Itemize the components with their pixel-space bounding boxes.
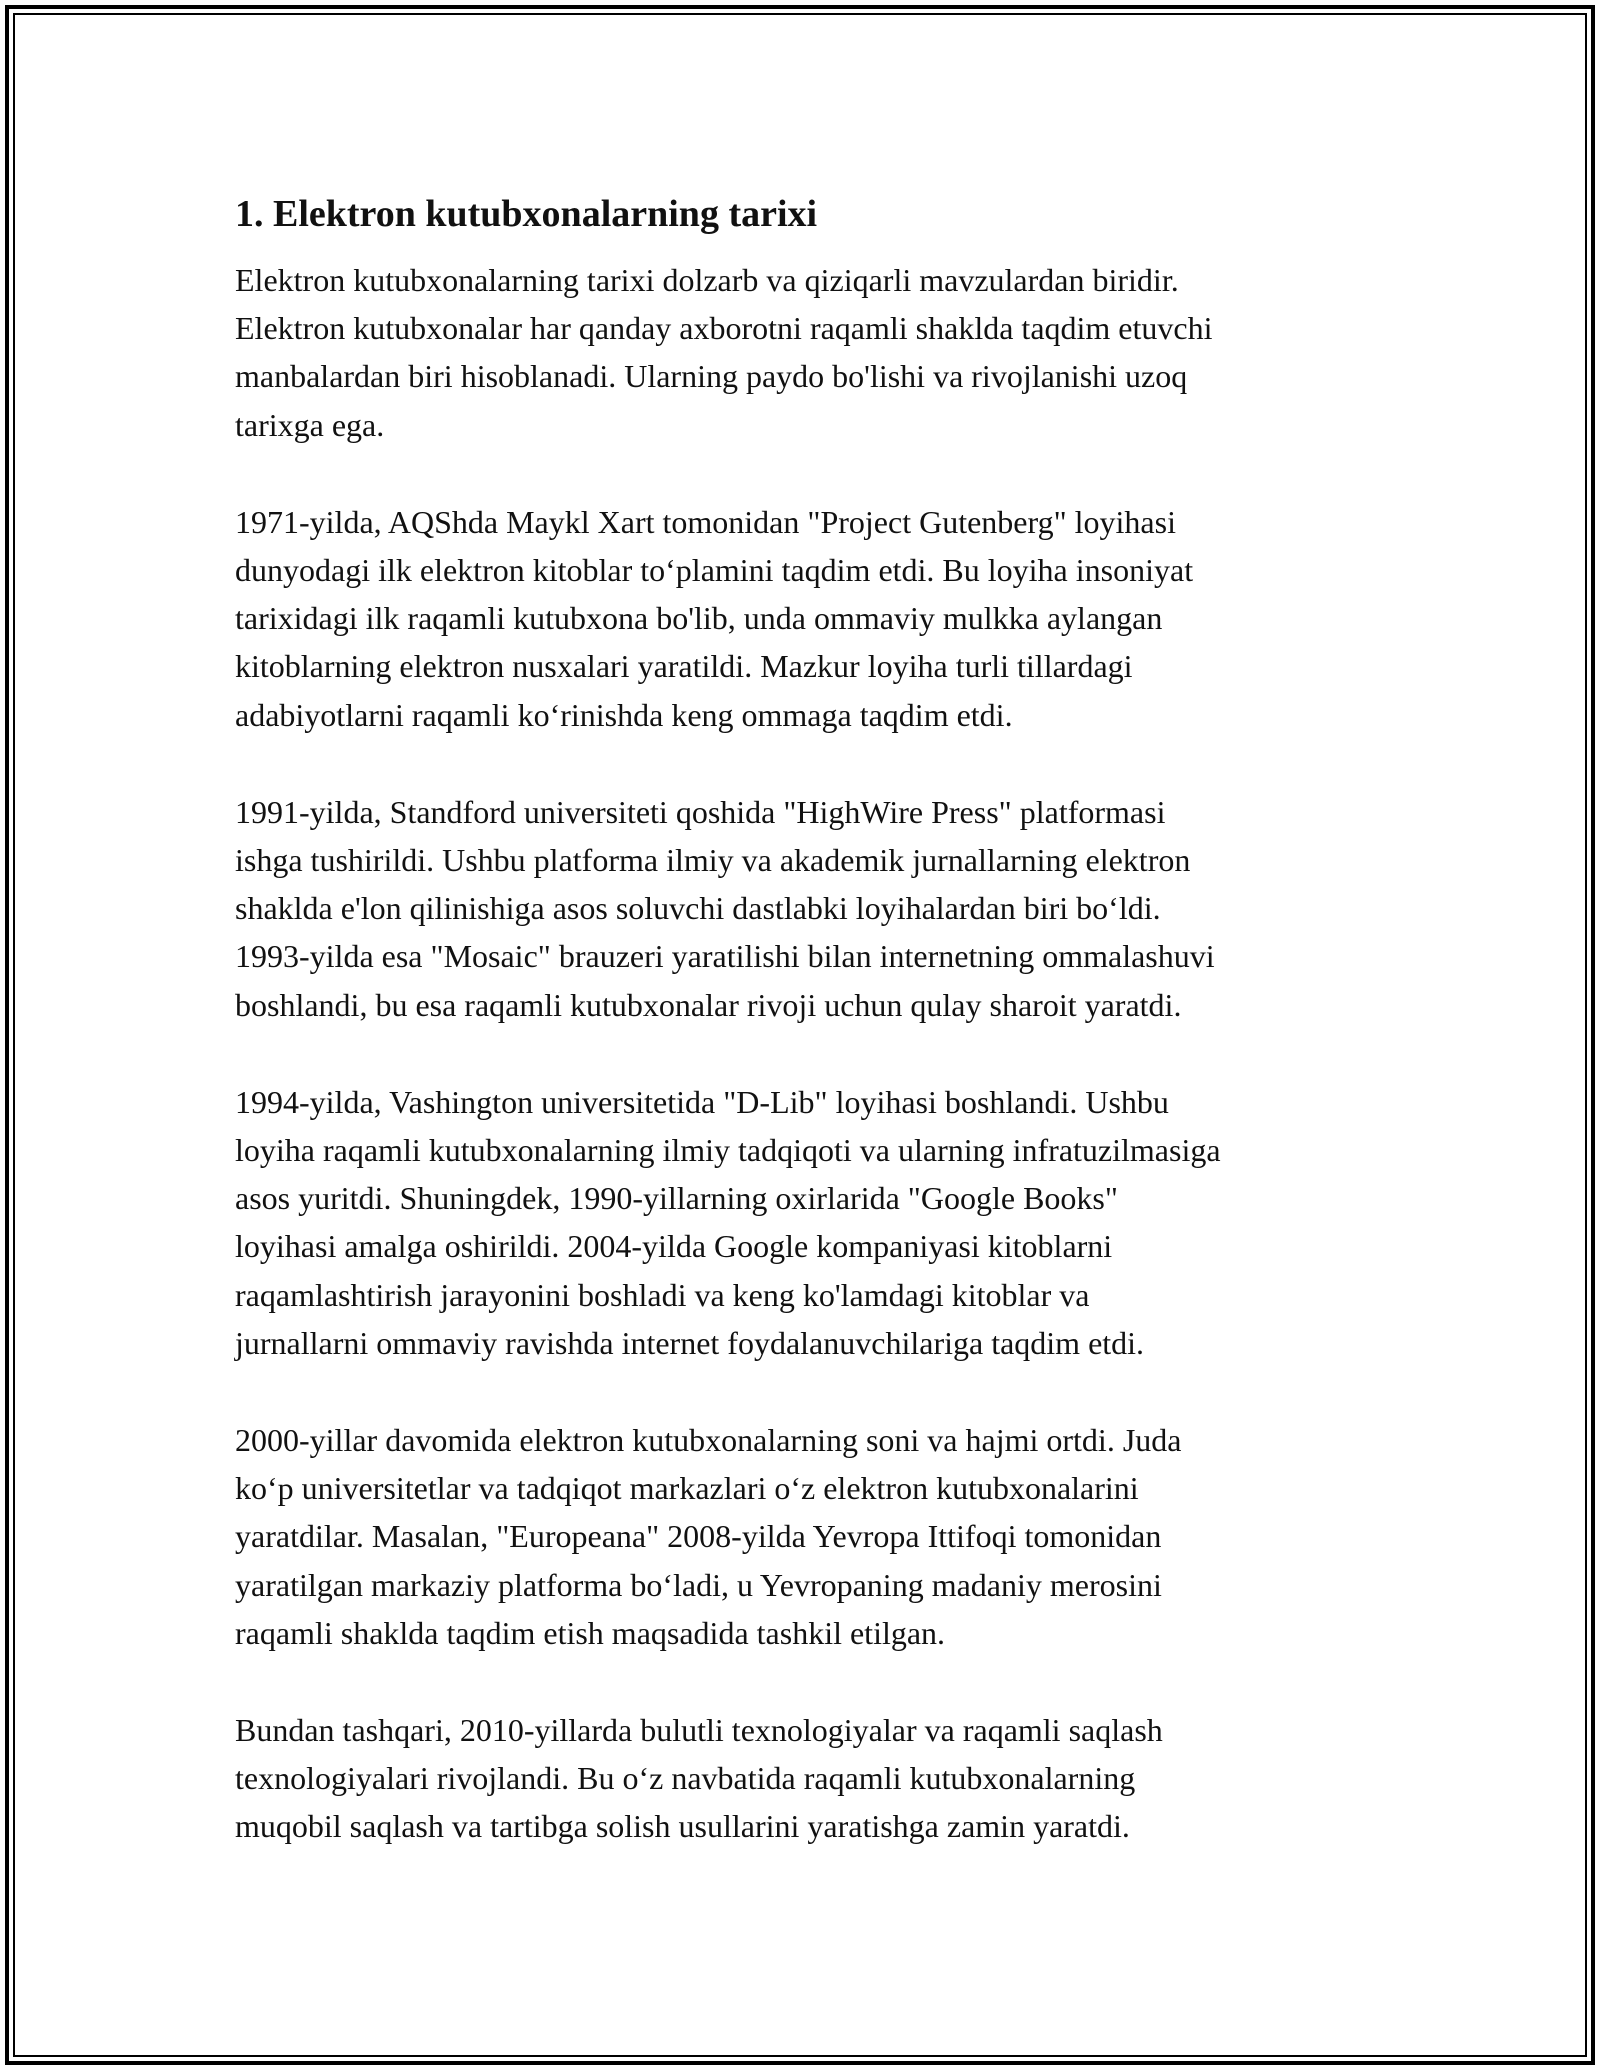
- paragraph-intro: [235, 256, 1385, 449]
- paragraph-1991: [235, 788, 1385, 1029]
- paragraph-line: raqamlashtirish jarayonini boshladi va keng ko'lamdagi kitoblar va: [235, 1276, 1090, 1313]
- paragraph-line: 1991-yilda, Standford universiteti qoshida "HighWire Press" platformasi: [235, 793, 1166, 830]
- paragraph-line: dunyodagi ilk elektron kitoblar to‘plamini taqdim etdi. Bu loyiha insoniyat: [235, 552, 1194, 589]
- paragraph-line: loyihasi amalga oshirildi. 2004-yilda Google kompaniyasi kitoblarni: [235, 1228, 1113, 1265]
- paragraph-line: 1994-yilda, Vashington universitetida "D-Lib" loyihasi boshlandi. Ushbu: [235, 1083, 1169, 1120]
- paragraph-1971: [235, 498, 1385, 739]
- paragraph-line: 1993-yilda esa "Mosaic" brauzeri yaratilishi bilan internetning ommalashuvi: [235, 938, 1215, 975]
- paragraph-line: loyiha raqamli kutubxonalarning ilmiy tadqiqoti va ularning infratuzilmasiga: [235, 1132, 1221, 1169]
- paragraph-line: Bundan tashqari, 2010-yillarda bulutli texnologiyalar va raqamli saqlash: [235, 1712, 1163, 1749]
- paragraph-line: texnologiyalari rivojlandi. Bu o‘z navbatida raqamli kutubxonalarning: [235, 1760, 1136, 1797]
- paragraph-line: tarixga ega.: [235, 406, 385, 443]
- paragraph-line: kitoblarning elektron nusxalari yaratildi. Mazkur loyiha turli tillardagi: [235, 648, 1133, 685]
- paragraph-line: ko‘p universitetlar va tadqiqot markazlari o‘z elektron kutubxonalarini: [235, 1470, 1139, 1507]
- paragraph-line: yaratdilar. Masalan, "Europeana" 2008-yilda Yevropa Ittifoqi tomonidan: [235, 1518, 1162, 1555]
- document-body: [235, 186, 1385, 1900]
- paragraph-line: ishga tushirildi. Ushbu platforma ilmiy va akademik jurnallarning elektron: [235, 842, 1191, 879]
- paragraph-line: shaklda e'lon qilinishiga asos soluvchi dastlabki loyihalardan biri bo‘ldi.: [235, 890, 1161, 927]
- paragraph-line: asos yuritdi. Shuningdek, 1990-yillarning oxirlarida "Google Books": [235, 1180, 1118, 1217]
- paragraph-line: tarixidagi ilk raqamli kutubxona bo'lib, unda ommaviy mulkka aylangan: [235, 600, 1163, 637]
- paragraph-line: jurnallarni ommaviy ravishda internet foydalanuvchilariga taqdim etdi.: [235, 1324, 1145, 1361]
- paragraph-line: 1971-yilda, AQShda Maykl Xart tomonidan "Project Gutenberg" loyihasi: [235, 503, 1176, 540]
- paragraph-line: muqobil saqlash va tartibga solish usullarini yaratishga zamin yaratdi.: [235, 1808, 1130, 1845]
- paragraph-line: yaratilgan markaziy platforma bo‘ladi, u Yevropaning madaniy merosini: [235, 1566, 1162, 1603]
- paragraph-line: Elektron kutubxonalar har qanday axborotni raqamli shaklda taqdim etuvchi: [235, 310, 1213, 347]
- paragraph-2000s: [235, 1416, 1385, 1657]
- paragraph-line: Elektron kutubxonalarning tarixi dolzarb va qiziqarli mavzulardan biridir.: [235, 262, 1179, 298]
- paragraph-line: raqamli shaklda taqdim etish maqsadida tashkil etilgan.: [235, 1614, 946, 1651]
- paragraph-line: boshlandi, bu esa raqamli kutubxonalar rivoji uchun qulay sharoit yaratdi.: [235, 986, 1182, 1023]
- paragraph-1994: [235, 1078, 1385, 1367]
- paragraph-line: manbalardan biri hisoblanadi. Ularning paydo bo'lishi va rivojlanishi uzoq: [235, 358, 1188, 395]
- document-title: 1. Elektron kutubxonalarning tarixi: [235, 193, 818, 235]
- paragraph-line: 2000-yillar davomida elektron kutubxonalarning soni va hajmi ortdi. Juda: [235, 1422, 1182, 1459]
- paragraph-2010s: [235, 1706, 1385, 1851]
- paragraph-line: adabiyotlarni raqamli ko‘rinishda keng ommaga taqdim etdi.: [235, 696, 1013, 733]
